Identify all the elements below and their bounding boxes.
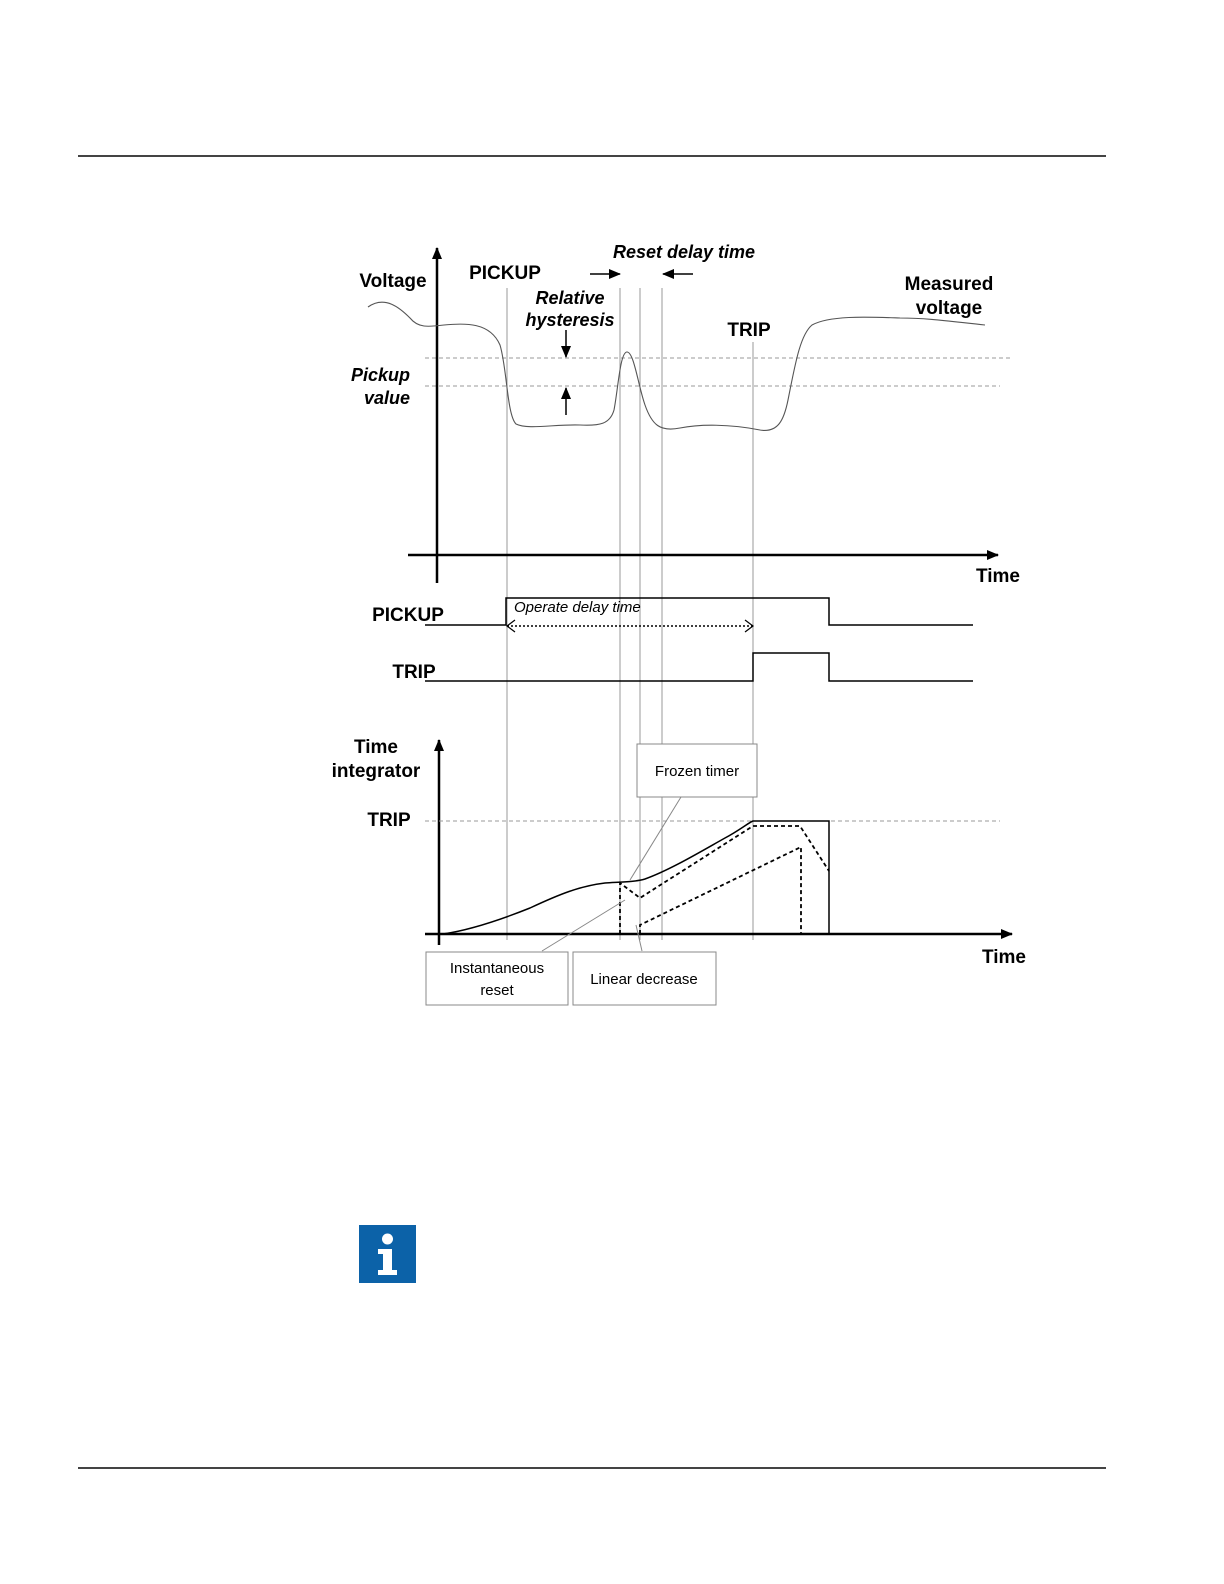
trip-top-label: TRIP bbox=[727, 320, 771, 341]
operate-delay-time-label: Operate delay time bbox=[514, 599, 641, 616]
instantaneous-reset-label-1: Instantaneous bbox=[449, 960, 545, 977]
trip-signal-label: TRIP bbox=[392, 662, 436, 683]
pickup-signal-label: PICKUP bbox=[372, 605, 444, 626]
callout-lines bbox=[542, 797, 681, 951]
frozen-timer-label: Frozen timer bbox=[654, 763, 740, 780]
measured-voltage-label-2: voltage bbox=[915, 298, 983, 319]
linear-decrease-curve bbox=[620, 826, 829, 934]
frozen-timer-curve bbox=[443, 821, 829, 934]
linear-decrease-label: Linear decrease bbox=[590, 971, 698, 988]
instantaneous-reset-label-2: reset bbox=[480, 982, 514, 999]
relative-hysteresis-label-1: Relative bbox=[535, 288, 605, 308]
pickup-top-label: PICKUP bbox=[469, 263, 541, 284]
reset-delay-time-label: Reset delay time bbox=[612, 242, 756, 262]
measured-voltage-curve bbox=[368, 302, 985, 430]
voltage-axis-label: Voltage bbox=[359, 271, 427, 292]
linear-decrease-callout bbox=[573, 952, 716, 1005]
pickup-level-lines bbox=[425, 358, 1012, 386]
time-axis-bottom-label: Time bbox=[981, 947, 1027, 968]
measured-voltage-label-1: Measured bbox=[904, 274, 994, 295]
info-icon bbox=[359, 1225, 416, 1283]
time-integrator-label-2: integrator bbox=[331, 761, 421, 782]
pickup-value-label-1: Pickup bbox=[350, 365, 410, 385]
instantaneous-reset-callout bbox=[426, 952, 568, 1005]
relative-hysteresis-label-2: hysteresis bbox=[525, 310, 615, 330]
frozen-timer-callout bbox=[637, 744, 757, 797]
instantaneous-reset-curve bbox=[640, 847, 801, 934]
time-axis-top-label: Time bbox=[975, 566, 1021, 587]
pickup-value-label-2: value bbox=[363, 388, 410, 408]
time-integrator-label-1: Time bbox=[353, 737, 399, 758]
trip-level-label: TRIP bbox=[367, 810, 411, 831]
